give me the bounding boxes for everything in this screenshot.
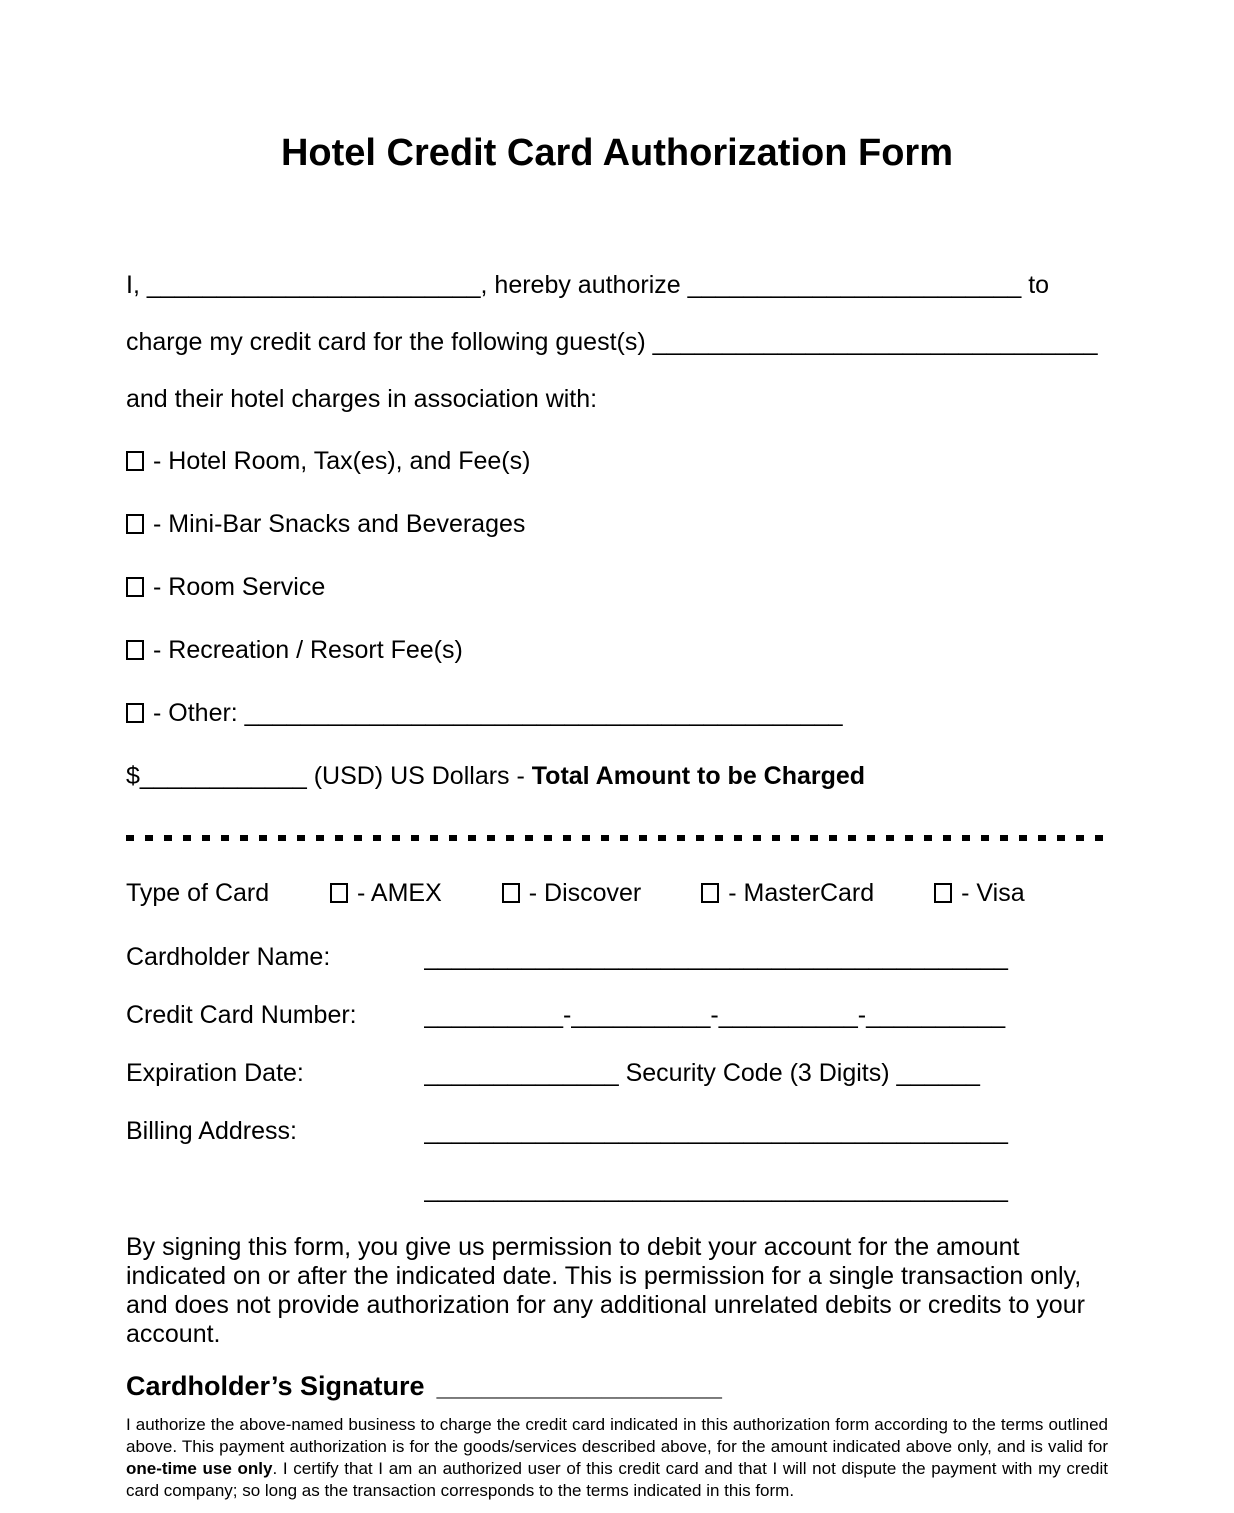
field-label: Expiration Date: (126, 1059, 304, 1087)
dashed-divider (126, 835, 1108, 841)
card-type-option-label: - Discover (528, 879, 642, 907)
billing-address-blank: __________________________________________ (424, 1117, 1008, 1145)
credit-card-number-blank: __________-__________-__________-__________ (424, 1001, 1006, 1029)
intro-line-association: and their hotel charges in association with: (126, 385, 598, 413)
amount-blank: $____________ (USD) US Dollars - (126, 762, 532, 790)
charge-option-recreation (126, 636, 1108, 665)
billing-address-blank-2: __________________________________________ (424, 1175, 1008, 1203)
cardholder-signature-label: Cardholder’s Signature (126, 1371, 425, 1401)
field-credit-card-number (126, 1001, 1108, 1030)
card-type-visa (934, 879, 1024, 908)
field-label: Credit Card Number: (126, 1001, 357, 1029)
card-type-row (126, 879, 1108, 908)
card-fields-section (126, 943, 1108, 1204)
charge-option-label: - Hotel Room, Tax(es), and Fee(s) (153, 447, 531, 475)
checkbox-mastercard-icon[interactable] (701, 883, 719, 903)
charge-option-label: - Recreation / Resort Fee(s) (153, 636, 463, 664)
intro-section (126, 271, 1108, 414)
field-label: Billing Address: (126, 1117, 297, 1145)
charge-option-label: - Other: ___________________________________________ (153, 699, 843, 727)
cardholder-name-blank: __________________________________________ (424, 943, 1008, 971)
checkbox-room-service-icon[interactable] (126, 577, 144, 597)
card-type-option-label: - AMEX (357, 879, 442, 907)
charge-options-list (126, 447, 1108, 728)
permission-paragraph: By signing this form, you give us permission to debit your account for the amount indicated on or after the indicated date. This is permission for a single transaction only, and does not provide authorization for any additional unrelated debits or credits to your account. (126, 1233, 1085, 1348)
charge-option-other (126, 699, 1108, 728)
checkbox-other-icon[interactable] (126, 703, 144, 723)
card-type-discover (502, 879, 642, 908)
checkbox-hotel-room-icon[interactable] (126, 451, 144, 471)
cardholder-signature-line (126, 1371, 1108, 1402)
fine-print-one-time: one-time use only (126, 1459, 273, 1478)
signature-blank[interactable]: ___________________ (436, 1371, 722, 1401)
charge-option-label: - Room Service (153, 573, 326, 601)
card-type-label: Type of Card (126, 879, 270, 907)
checkbox-recreation-icon[interactable] (126, 640, 144, 660)
fine-print-pre: I authorize the above-named business to charge the credit card indicated in this authorization form according to the terms outlined above. This payment authorization is for the goods/services described above, for the amount indicated above only, and is valid for (126, 1415, 1108, 1456)
charge-option-mini-bar (126, 510, 1108, 539)
field-label (126, 1175, 424, 1204)
field-label: Cardholder Name: (126, 943, 331, 971)
expiration-security-blank: ______________ Security Code (3 Digits) ______ (424, 1059, 980, 1087)
field-expiration-date (126, 1059, 1108, 1088)
charge-option-label: - Mini-Bar Snacks and Beverages (153, 510, 526, 538)
page-title: Hotel Credit Card Authorization Form (280, 132, 954, 174)
total-amount-line (126, 762, 1108, 791)
charge-option-hotel-room (126, 447, 1108, 476)
card-type-mastercard (701, 879, 874, 908)
field-cardholder-name (126, 943, 1108, 972)
fine-print-post: . I certify that I am an authorized user of this credit card and that I will not dispute the payment with my credit card company; so long as the transaction corresponds to the terms indicated in this form. (126, 1459, 1108, 1500)
checkbox-visa-icon[interactable] (934, 883, 952, 903)
intro-line-authorize: I, ________________________, hereby authorize ________________________ to (126, 271, 1050, 299)
field-billing-address-line2 (126, 1175, 1108, 1204)
card-type-option-label: - Visa (961, 879, 1025, 907)
intro-line-guests: charge my credit card for the following guest(s) ________________________________ (126, 328, 1098, 356)
total-amount-label: Total Amount to be Charged (531, 762, 866, 790)
card-type-option-label: - MasterCard (728, 879, 875, 907)
checkbox-amex-icon[interactable] (330, 883, 348, 903)
checkbox-discover-icon[interactable] (502, 883, 520, 903)
fine-print-paragraph (126, 1414, 1108, 1502)
field-billing-address (126, 1117, 1108, 1146)
checkbox-mini-bar-icon[interactable] (126, 514, 144, 534)
charge-option-room-service (126, 573, 1108, 602)
card-type-amex (330, 879, 442, 908)
